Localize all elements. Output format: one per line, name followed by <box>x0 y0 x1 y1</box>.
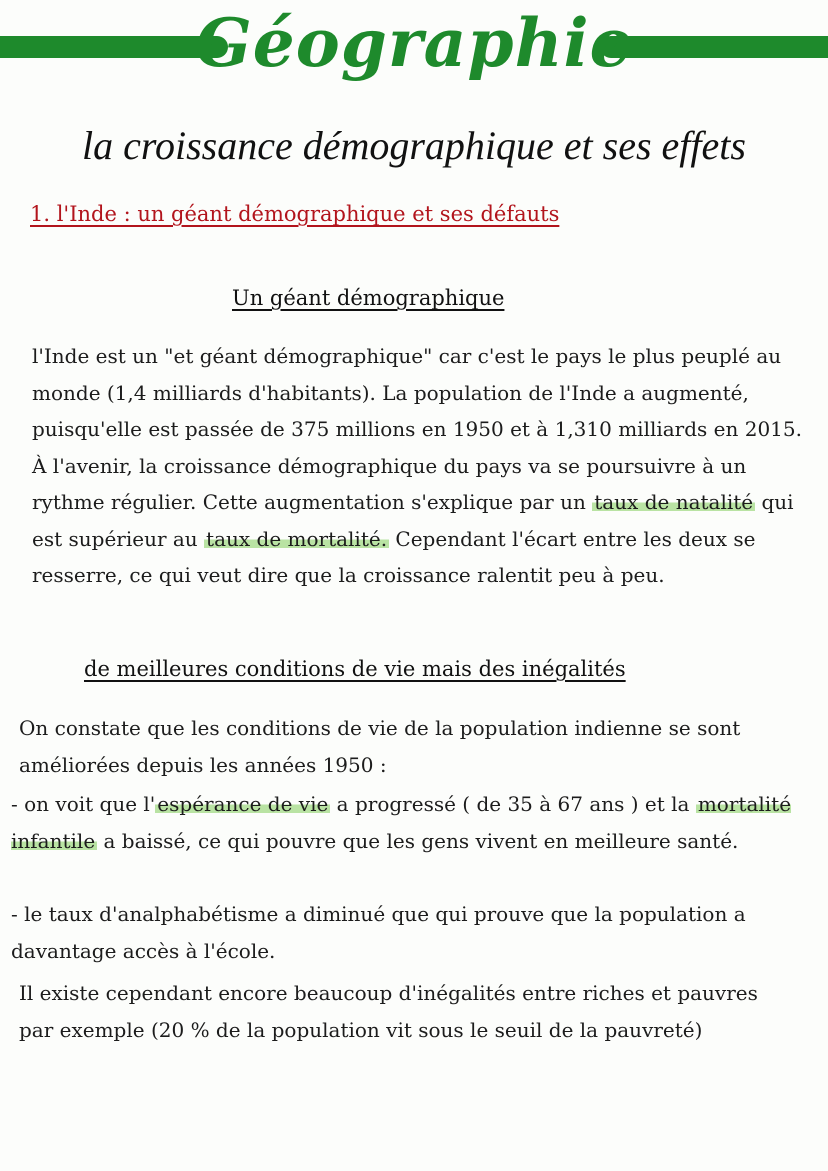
bullet-text: - on voit que l' <box>11 792 156 816</box>
paragraph-geant <box>32 338 802 594</box>
bullet-esperance <box>11 786 801 859</box>
sub-heading-conditions: de meilleures conditions de vie mais des inégalités <box>84 657 626 681</box>
bullet-analphabetisme: - le taux d'analphabétisme a diminué que qui prouve que la population a davantage accès à l'école. <box>11 902 746 963</box>
paragraph-inegalites: Il existe cependant encore beaucoup d'inégalités entre riches et pauvres par exemple (20 % de la population vit sous le seuil de la pauvreté) <box>19 981 758 1042</box>
paragraph-text: qui est supérieur au <box>32 490 794 551</box>
highlight-natalite: taux de natalité <box>594 490 754 514</box>
highlight-esperance: espérance de vie <box>157 792 329 816</box>
highlight-mortalite-infantile: mortalité infantile <box>11 792 792 853</box>
paragraph-text: Cependant l'écart entre les deux se resserre, ce qui veut dire que la croissance ralentit peu à peu. <box>32 526 756 587</box>
highlight-mortalite: taux de mortalité. <box>206 526 388 551</box>
sub-heading-geant: Un géant démographique <box>232 286 505 310</box>
page-title: Géographie <box>195 4 633 82</box>
bullet-text: a baissé, ce qui pouvre que les gens vivent en meilleure santé. <box>97 828 739 853</box>
paragraph-intro: On constate que les conditions de vie de la population indienne se sont améliorées depuis les années 1950 : <box>19 716 741 777</box>
paragraph-text: l'Inde est un "et géant démographique" car c'est le pays le plus peuplé au monde (1,4 milliards d'habitants). La population de l'Inde a augmenté, puisqu'elle est passée de 375 millions en 1950 et à 1,310 milliards en 2015. À l'avenir, la croissance démographique du pays va se poursuivre à un rythme régulier. Cette augmentation s'explique par un <box>32 344 802 514</box>
bullet-text: a progressé ( de 35 à 67 ans ) et la <box>330 792 696 816</box>
section-heading: 1. l'Inde : un géant démographique et ses défauts <box>30 202 560 226</box>
page-subtitle: la croissance démographique et ses effets <box>82 123 746 168</box>
